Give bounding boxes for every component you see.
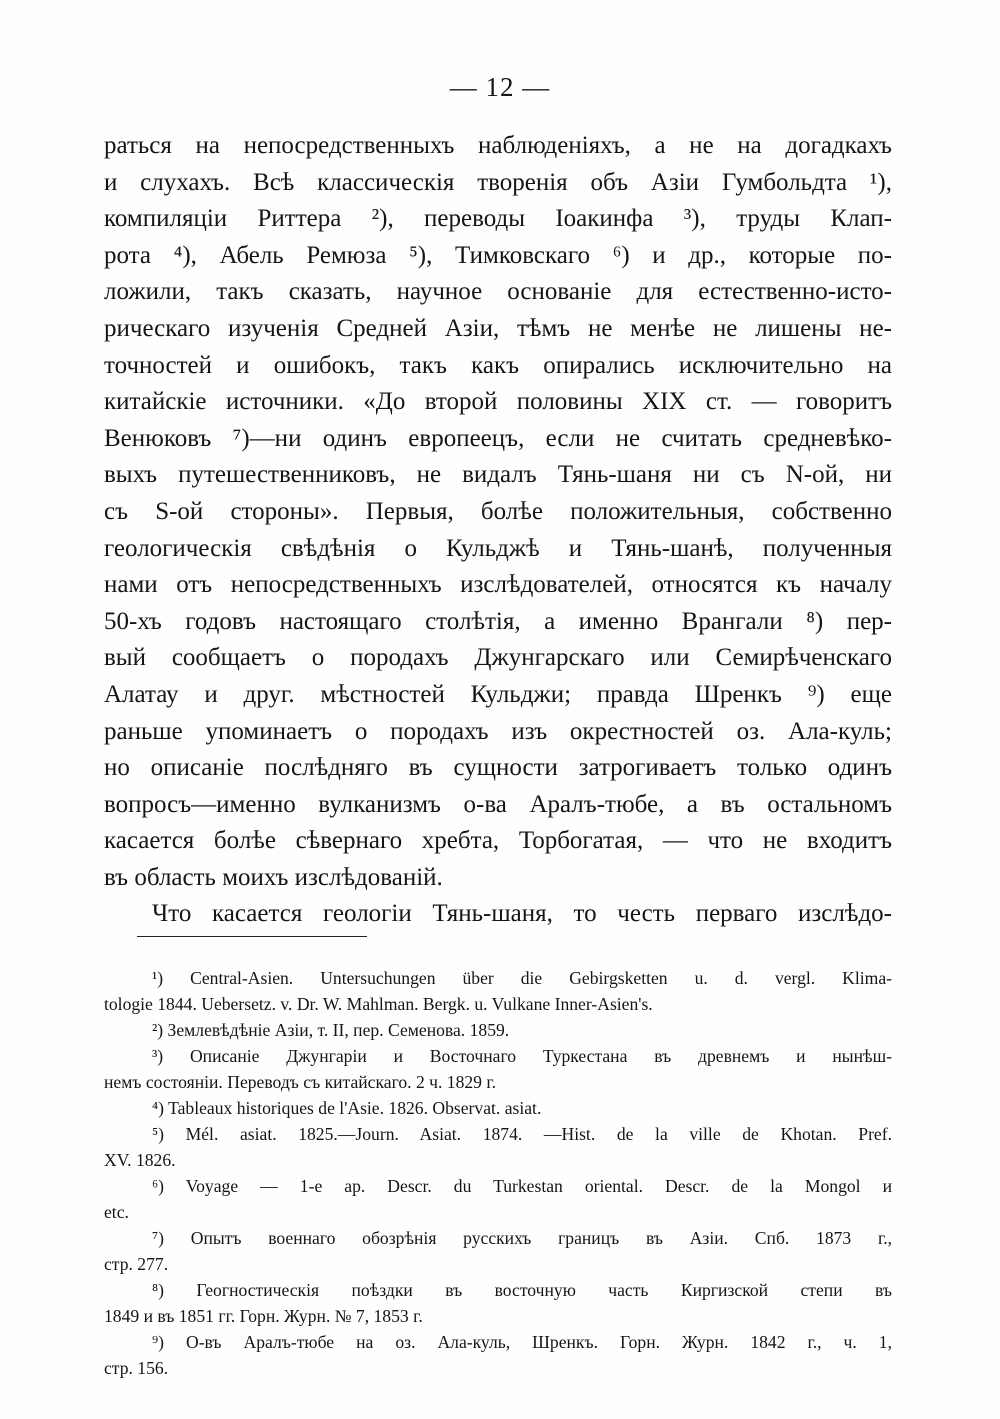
footnote-line: ⁵) Mél. asiat. 1825.—Journ. Asiat. 1874. —Hist. de la ville de Khotan. Pref. xyxy=(152,1124,892,1144)
footnote xyxy=(104,1043,892,1095)
text-line: 50-хъ годовъ настоящаго столѣтія, а именно Врангали ⁸) пер- xyxy=(104,607,892,635)
footnote-line: tologie 1844. Uebersetz. v. Dr. W. Mahlman. Bergk. u. Vulkane Inner-Asien's. xyxy=(104,994,653,1014)
footnote xyxy=(104,1095,892,1121)
text-line: нами отъ непосредственныхъ изслѣдователей, относятся къ началу xyxy=(104,571,892,599)
text-line: въ область моихъ изслѣдованій. xyxy=(104,863,443,891)
footnote xyxy=(104,1329,892,1381)
text-line: выхъ путешественниковъ, не видалъ Тянь-шаня ни съ N-ой, ни xyxy=(104,461,892,489)
text-line: съ S-ой стороны». Первыя, болѣе положительныя, собственно xyxy=(104,497,892,525)
footnote xyxy=(104,1121,892,1173)
footnote xyxy=(104,1017,892,1043)
footnote-line: ²) Землевѣдѣніе Азіи, т. II, пер. Семенова. 1859. xyxy=(152,1020,510,1040)
text-line: и слухахъ. Всѣ классическія творенія объ Азіи Гумбольдта ¹), xyxy=(104,168,892,196)
footnote-line: немъ состояніи. Переводъ съ китайскаго. 2 ч. 1829 г. xyxy=(104,1072,497,1092)
text-line: точностей и ошибокъ, такъ какъ опирались исключительно на xyxy=(104,351,892,379)
footnote-line: ⁶) Voyage — 1-e ар. Descr. du Turkestan oriental. Descr. de la Mongol и xyxy=(152,1176,892,1196)
text-line: компиляціи Риттера ²), переводы Іоакинфа ³), труды Клап- xyxy=(104,205,892,233)
footnotes xyxy=(104,965,892,1381)
text-line: ложили, такъ сказать, научное основаніе для естественно-исто- xyxy=(104,278,892,306)
footnote xyxy=(104,1173,892,1225)
text-line: раться на непосредственныхъ наблюденіяхъ, а не на догадкахъ xyxy=(104,132,892,159)
text-line: Алатау и друг. мѣстностей Кульджи; правда Шренкъ ⁹) еще xyxy=(104,680,892,708)
text-line: раньше упоминаетъ о породахъ изъ окрестностей оз. Ала-куль; xyxy=(104,717,892,745)
text-line: китайскіе источники. «До второй половины XIX ст. — говоритъ xyxy=(104,388,892,416)
footnote-line: 1849 и въ 1851 гг. Горн. Журн. № 7, 1853 г. xyxy=(104,1306,423,1326)
text-line: рическаго изученія Средней Азіи, тѣмъ не менѣе не лишены не- xyxy=(104,314,892,342)
text-line: геологическія свѣдѣнія о Кульджѣ и Тянь-шанѣ, полученныя xyxy=(104,534,892,562)
footnote-line: ⁹) О-въ Аралъ-тюбе на оз. Ала-куль, Шренкъ. Горн. Журн. 1842 г., ч. 1, xyxy=(152,1332,892,1352)
page-number: — 12 — xyxy=(449,72,551,102)
main-text xyxy=(104,128,892,933)
text-line: Венюковъ ⁷)—ни одинъ европеецъ, если не считать средневѣко- xyxy=(104,424,892,452)
text-line: но описаніе послѣдняго въ сущности затрогиваетъ только одинъ xyxy=(104,754,892,782)
footnote xyxy=(104,1225,892,1277)
text-line: касается болѣе сѣвернаго хребта, Торбогатая, — что не входитъ xyxy=(104,827,892,855)
text-line: рота ⁴), Абель Ремюза ⁵), Тимковскаго ⁶) и др., которые по- xyxy=(104,241,892,269)
text-line: вый сообщаетъ о породахъ Джунгарскаго или Семирѣченскаго xyxy=(104,644,892,672)
footnote xyxy=(104,965,892,1017)
footnote-line: ⁸) Геогностическія поѣздки въ восточную часть Киргизской степи въ xyxy=(152,1280,892,1300)
paragraph-start-line: Что касается геологіи Тянь-шаня, то честь перваго изслѣдо- xyxy=(152,900,892,928)
footnote-separator xyxy=(137,936,367,937)
footnote-line: ⁴) Tableaux historiques de l'Asie. 1826. Observat. asiat. xyxy=(152,1098,542,1118)
footnote-line: etc. xyxy=(104,1202,129,1222)
footnote-line: стр. 156. xyxy=(104,1358,169,1378)
footnote-line: XV. 1826. xyxy=(104,1150,176,1170)
footnote-line: стр. 277. xyxy=(104,1254,169,1274)
footnote xyxy=(104,1277,892,1329)
footnote-line: ³) Описаніе Джунгаріи и Восточнаго Туркестана въ древнемъ и нынѣш- xyxy=(152,1046,892,1066)
footnote-line: ¹) Central-Asien. Untersuchungen über die Gebirgsketten u. d. vergl. Klima- xyxy=(152,968,892,988)
text-line: вопросъ—именно вулканизмъ о-ва Аралъ-тюбе, а въ остальномъ xyxy=(104,790,892,818)
footnote-line: ⁷) Опытъ военнаго обозрѣнія русскихъ границъ въ Азіи. Спб. 1873 г., xyxy=(152,1228,892,1248)
